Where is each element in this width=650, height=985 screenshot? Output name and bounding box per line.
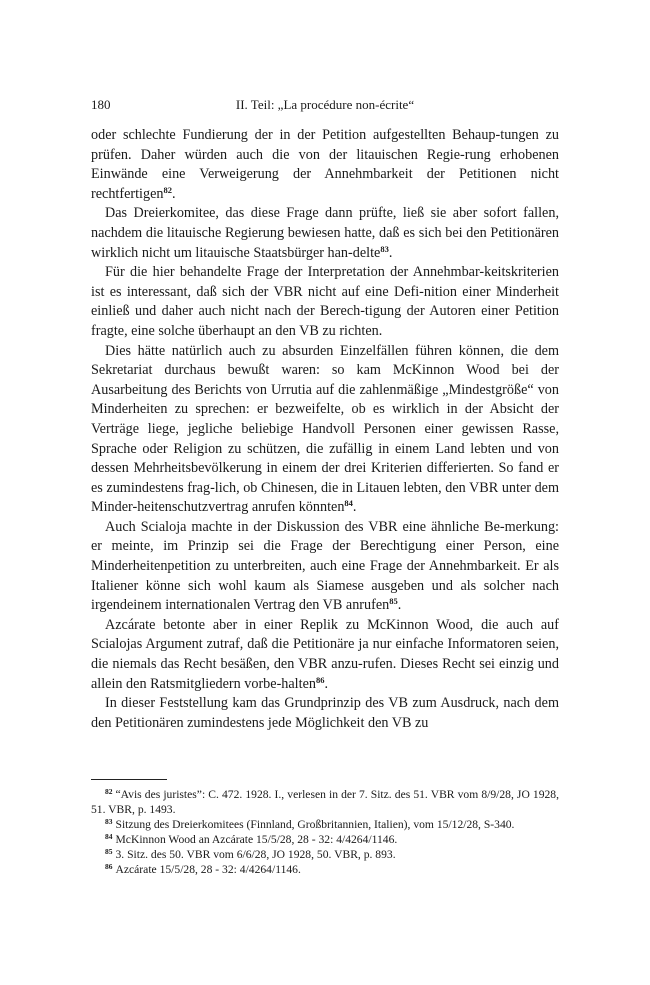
footnote-ref-85[interactable]: 85 (389, 596, 398, 607)
footnote-separator (91, 779, 167, 780)
footnote-text: Azcárate 15/5/28, 28 - 32: 4/4264/1146. (115, 863, 301, 876)
paragraph-3 (91, 263, 559, 341)
paragraph-5: Auch Scialoja machte in der Diskussion des VBR eine ähnliche Be-merkung: er meinte, im Prinzip sei die Frage der Berechtigung einer Person, eine Minderheitenpetition zu unterbreiten, auch eine Frage der Annehmbarkeit. Er als Italiener könne sich wohl kaum als Siamese ausgeben und als solcher nach irgendeinem internationalen Vertrag den VB anrufen$^{85}$. (91, 518, 559, 614)
paragraph-1: oder schlechte Fundierung der in der Petition aufgestellten Behaup-tungen zu prüfen. Daher würden auch die von der litauischen Regie-rung erhobenen Einwände eine Verweigerung der Annehmbarkeit der Petitionen nicht rechtfertigen$^{82}$. (91, 127, 559, 202)
footnotes (91, 787, 559, 877)
paragraph-2: Das Dreierkomitee, das diese Frage dann prüfte, ließ sie aber sofort fallen, nachdem die litauische Regierung bewiesen hatte, daß es sich bei den Petitionären wirklich nicht um litauische Staatsbürger han-delte$^{83}$. (91, 205, 559, 261)
page-number: 180 (91, 97, 111, 112)
footnote-number: 83 (105, 817, 113, 826)
footnote-text: Sitzung des Dreierkomitees (Finnland, Großbritannien, Italien), vom 15/12/28, S-340. (115, 818, 515, 831)
paragraph-text: Für die hier behandelte Frage der Interpretation der Annehmbar-keitskriterien ist es interessant, daß sich der VBR nicht auf eine Defi-nition einer Minderheit einließ und daher auch nicht nach der Berech-tigung der Autoren einer Petition fragte, eine solche überhaupt an den VB zu richten. (91, 264, 559, 339)
footnote-number: 84 (105, 832, 113, 841)
footnote-number: 86 (105, 862, 113, 871)
paragraph-text: Auch Scialoja machte in der Diskussion des VBR eine ähnliche Be-merkung: er meinte, im Prinzip sei die Frage der Berechtigung einer Person, eine Minderheitenpetition zu unterbreiten, auch eine Frage der Annehmbarkeit. Er als Italiener könne sich wohl kaum als Siamese ausgeben und als solcher nach irgendeinem internationalen Vertrag den VB anrufen (91, 518, 559, 614)
footnote-text: 3. Sitz. des 50. VBR vom 6/6/28, JO 1928, 50. VBR, p. 893. (115, 848, 396, 861)
paragraph-text: oder schlechte Fundierung der in der Petition aufgestellten Behaup-tungen zu prüfen. Daher würden auch die von der litauischen Regie-rung erhobenen Einwände eine Verweigerung der Annehmbarkeit der Petitionen nicht rechtfertigen (91, 127, 559, 202)
paragraph-text: Dies hätte natürlich auch zu absurden Einzelfällen führen können, die dem Sekretariat durchaus bewußt waren: so kam McKinnon Wood bei der Ausarbeitung des Berichts von Urrutia auf die zahlenmäßige „Mindestgröße“ von Minderheiten zu sprechen: er bezweifelte, ob es wirklich in der Absicht der Verträge liege, jegliche beliebige Handvoll Personen einer gewissen Rasse, Sprache oder Religion zu schützen, die zufällig in einem Land lebten und von dessen Mehrheitsbevölkerung in einem der drei Kriterien differierten. So fand er es zumindestens frag-lich, ob Chinesen, die in Litauen lebten, den VBR unter dem Minder-heitenschutzvertrag anrufen könnten (91, 342, 559, 516)
footnote-86 (91, 862, 559, 877)
paragraph-7 (91, 694, 559, 733)
paragraph-text: Das Dreierkomitee, das diese Frage dann prüfte, ließ sie aber sofort fallen, nachdem die litauische Regierung bewiesen hatte, daß es sich bei den Petitionären wirklich nicht um litauische Staatsbürger han-delte (91, 205, 559, 261)
footnote-text: McKinnon Wood an Azcárate 15/5/28, 28 - 32: 4/4264/1146. (115, 833, 398, 846)
running-title: II. Teil: „La procédure non-écrite“ (235, 97, 415, 112)
paragraph-text: Azcárate betonte aber in einer Replik zu McKinnon Wood, die auch auf Scialojas Argument zutraf, daß die Petitionäre ja nur einfache Informatoren seien, die niemals das Recht besäßen, den VBR anzu-rufen. Dieses Recht sei einzig und allein den Ratsmitgliedern vorbe-halten (91, 616, 559, 692)
paragraph-6: Azcárate betonte aber in einer Replik zu McKinnon Wood, die auch auf Scialojas Argument zutraf, daß die Petitionäre ja nur einfache Informatoren seien, die niemals das Recht besäßen, den VBR anzu-rufen. Dieses Recht sei einzig und allein den Ratsmitgliedern vorbe-halten$^{86}$. (91, 616, 559, 692)
running-header (91, 97, 559, 113)
footnote-ref-83[interactable]: 83 (380, 243, 389, 254)
footnote-text: “Avis des juristes”: C. 472. 1928. I., verlesen in der 7. Sitz. des 51. VBR vom 8/9/28, JO 1928, 51. VBR, p. 1493. (91, 788, 559, 816)
footnote-83 (91, 817, 559, 832)
footnote-85 (91, 847, 559, 862)
paragraph-4: Dies hätte natürlich auch zu absurden Einzelfällen führen können, die dem Sekretariat durchaus bewußt waren: so kam McKinnon Wood bei der Ausarbeitung des Berichts von Urrutia auf die zahlenmäßige „Mindestgröße“ von Minderheiten zu sprechen: er bezweifelte, ob es wirklich in der Absicht der Verträge liege, jegliche beliebige Handvoll Personen einer gewissen Rasse, Sprache oder Religion zu schützen, die zufällig in einem Land lebten und von dessen Mehrheitsbevölkerung in einem der drei Kriterien differierten. So fand er es zumindestens frag-lich, ob Chinesen, die in Litauen lebten, den VBR unter dem Minder-heitenschutzvertrag anrufen könnten$^{84}$. (91, 342, 559, 516)
body-text (91, 126, 559, 733)
footnote-ref-82[interactable]: 82 (163, 184, 172, 195)
footnote-ref-84[interactable]: 84 (344, 498, 353, 509)
footnote-ref-86[interactable]: 86 (315, 674, 325, 685)
footnote-number: 85 (105, 847, 113, 856)
footnote-number: 82 (105, 787, 113, 796)
footnote-84 (91, 832, 559, 847)
paragraph-text: In dieser Feststellung kam das Grundprinzip des VB zum Ausdruck, nach dem den Petitionären zumindestens jede Möglichkeit den VB zu (91, 695, 559, 731)
footnote-82 (91, 787, 559, 817)
